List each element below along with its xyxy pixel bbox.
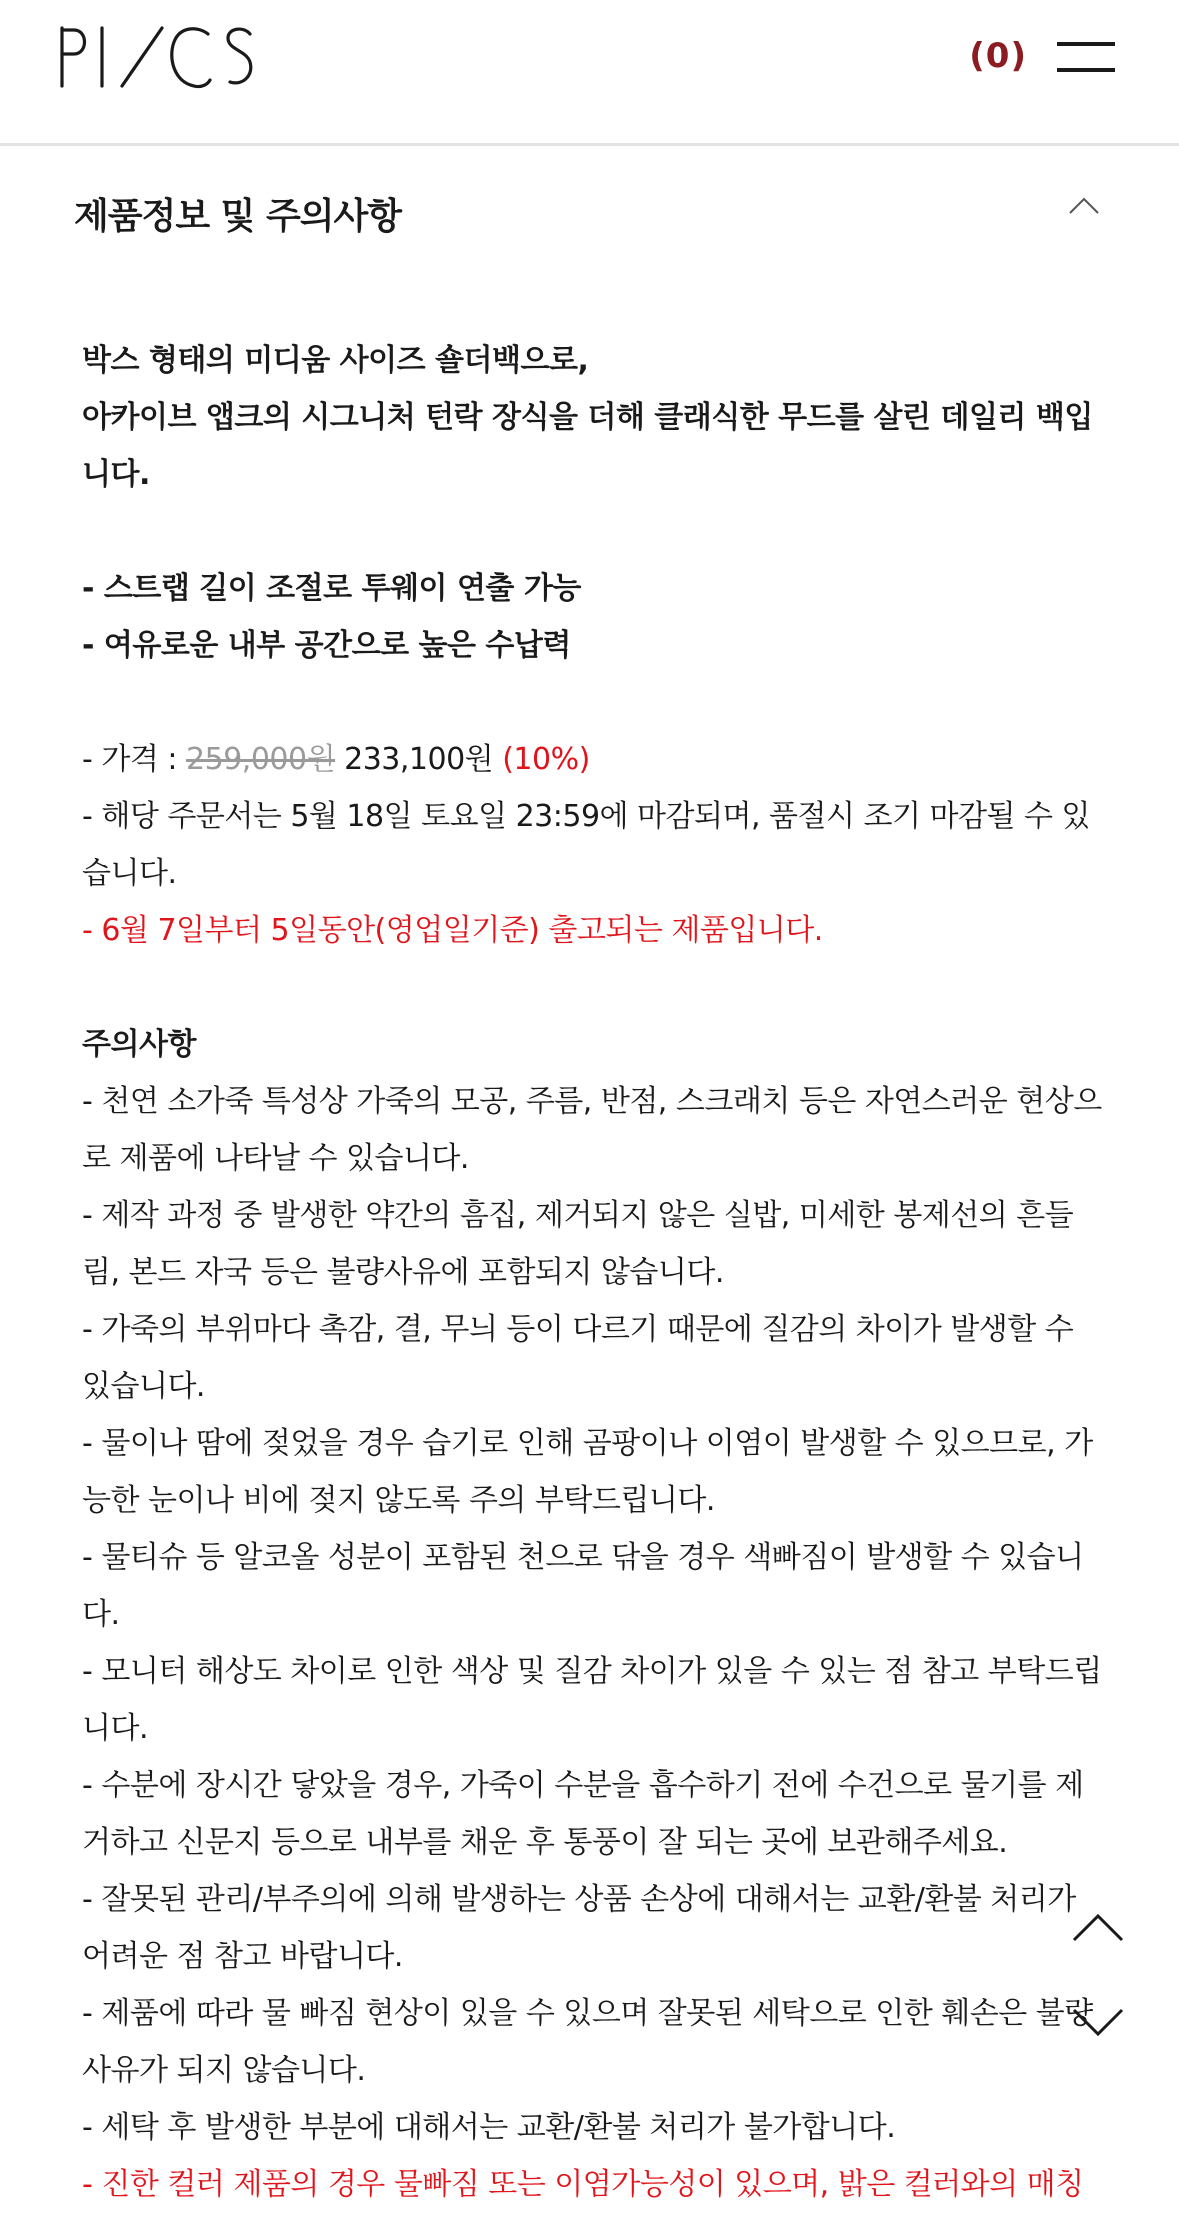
caution-line: - 잘못된 관리/부주의에 의해 발생하는 상품 손상에 대해서는 교환/환불 처리가 bbox=[82, 1882, 1076, 1917]
caution-line: - 가죽의 부위마다 촉감, 결, 무늬 등이 다르기 때문에 질감의 차이가 발생할 수 bbox=[82, 1312, 1074, 1347]
caution-heading: 주의사항 bbox=[82, 1027, 196, 1062]
product-info-accordion-header[interactable] bbox=[0, 146, 1179, 276]
chevron-up-icon bbox=[1072, 1912, 1124, 1942]
sale-price: 233,100원 bbox=[344, 742, 494, 777]
description-line: 아카이브 앱크의 시그니처 턴락 장식을 더해 클래식한 무드를 살린 데일리 백입 bbox=[82, 400, 1093, 435]
caution-line: 능한 눈이나 비에 젖지 않도록 주의 부탁드립니다. bbox=[82, 1483, 715, 1518]
chevron-down-icon bbox=[1072, 2008, 1124, 2038]
caution-line: 다. bbox=[82, 1597, 120, 1632]
caution-line: - 수분에 장시간 닿았을 경우, 가죽이 수분을 흡수하기 전에 수건으로 물기를 제 bbox=[82, 1768, 1084, 1803]
pics-logo[interactable] bbox=[58, 24, 298, 96]
caution-line: - 물티슈 등 알코올 성분이 포함된 천으로 닦을 경우 색빠짐이 발생할 수 있습니 bbox=[82, 1540, 1084, 1575]
original-price: 259,000원 bbox=[186, 742, 336, 777]
description-line: 니다. bbox=[82, 457, 150, 492]
caution-line: - 제품에 따라 물 빠짐 현상이 있을 수 있으며 잘못된 세탁으로 인한 훼손은 불량 bbox=[82, 1996, 1093, 2031]
caution-line: 니다. bbox=[82, 1711, 148, 1746]
caution-line: 어려운 점 참고 바랍니다. bbox=[82, 1939, 403, 1974]
caution-line: 사유가 되지 않습니다. bbox=[82, 2053, 366, 2088]
caution-line: - 물이나 땀에 젖었을 경우 습기로 인해 곰팡이나 이염이 발생할 수 있으므로, 가 bbox=[82, 1426, 1093, 1461]
section-title: 제품정보 및 주의사항 bbox=[74, 196, 402, 237]
caution-line: - 제작 과정 중 발생한 약간의 흠집, 제거되지 않은 실밥, 미세한 봉제선의 흔들 bbox=[82, 1198, 1074, 1233]
order-deadline: 습니다. bbox=[82, 856, 177, 891]
caution-line: 로 제품에 나타날 수 있습니다. bbox=[82, 1141, 469, 1176]
cart-count[interactable]: (0) bbox=[969, 36, 1027, 76]
caution-line: 거하고 신문지 등으로 내부를 채운 후 통풍이 잘 되는 곳에 보관해주세요. bbox=[82, 1825, 1008, 1860]
top-header bbox=[0, 0, 1179, 146]
caution-line: 있습니다. bbox=[82, 1369, 205, 1404]
feature-item: - 스트랩 길이 조절로 투웨이 연출 가능 bbox=[82, 571, 581, 606]
caution-line: 림, 본드 자국 등은 불량사유에 포함되지 않습니다. bbox=[82, 1255, 724, 1290]
scroll-to-top-button[interactable] bbox=[1072, 1912, 1124, 1946]
chevron-up-icon[interactable] bbox=[1069, 196, 1099, 218]
feature-item: - 여유로운 내부 공간으로 높은 수납력 bbox=[82, 628, 571, 663]
caution-line-warning: - 진한 컬러 제품의 경우 물빠짐 또는 이염가능성이 있으며, 밝은 컬러와의 매칭 bbox=[82, 2167, 1084, 2202]
shipping-notice: - 6월 7일부터 5일동안(영업일기준) 출고되는 제품입니다. bbox=[82, 913, 823, 948]
price-label: - 가격 : bbox=[82, 742, 187, 777]
caution-line: - 천연 소가죽 특성상 가죽의 모공, 주름, 반점, 스크래치 등은 자연스러운 현상으 bbox=[82, 1084, 1102, 1119]
hamburger-menu-icon[interactable] bbox=[1057, 42, 1115, 74]
discount-rate: (10%) bbox=[502, 742, 590, 777]
price-line bbox=[82, 731, 1122, 788]
scroll-to-bottom-button[interactable] bbox=[1072, 2008, 1124, 2042]
caution-line: - 모니터 해상도 차이로 인한 색상 및 질감 차이가 있을 수 있는 점 참고 부탁드립 bbox=[82, 1654, 1102, 1689]
product-info-content bbox=[82, 332, 1122, 2213]
caution-line: - 세탁 후 발생한 부분에 대해서는 교환/환불 처리가 불가합니다. bbox=[82, 2110, 896, 2145]
description-line: 박스 형태의 미디움 사이즈 숄더백으로, bbox=[82, 343, 589, 378]
order-deadline: - 해당 주문서는 5월 18일 토요일 23:59에 마감되며, 품절시 조기 마감될 수 있 bbox=[82, 799, 1090, 834]
